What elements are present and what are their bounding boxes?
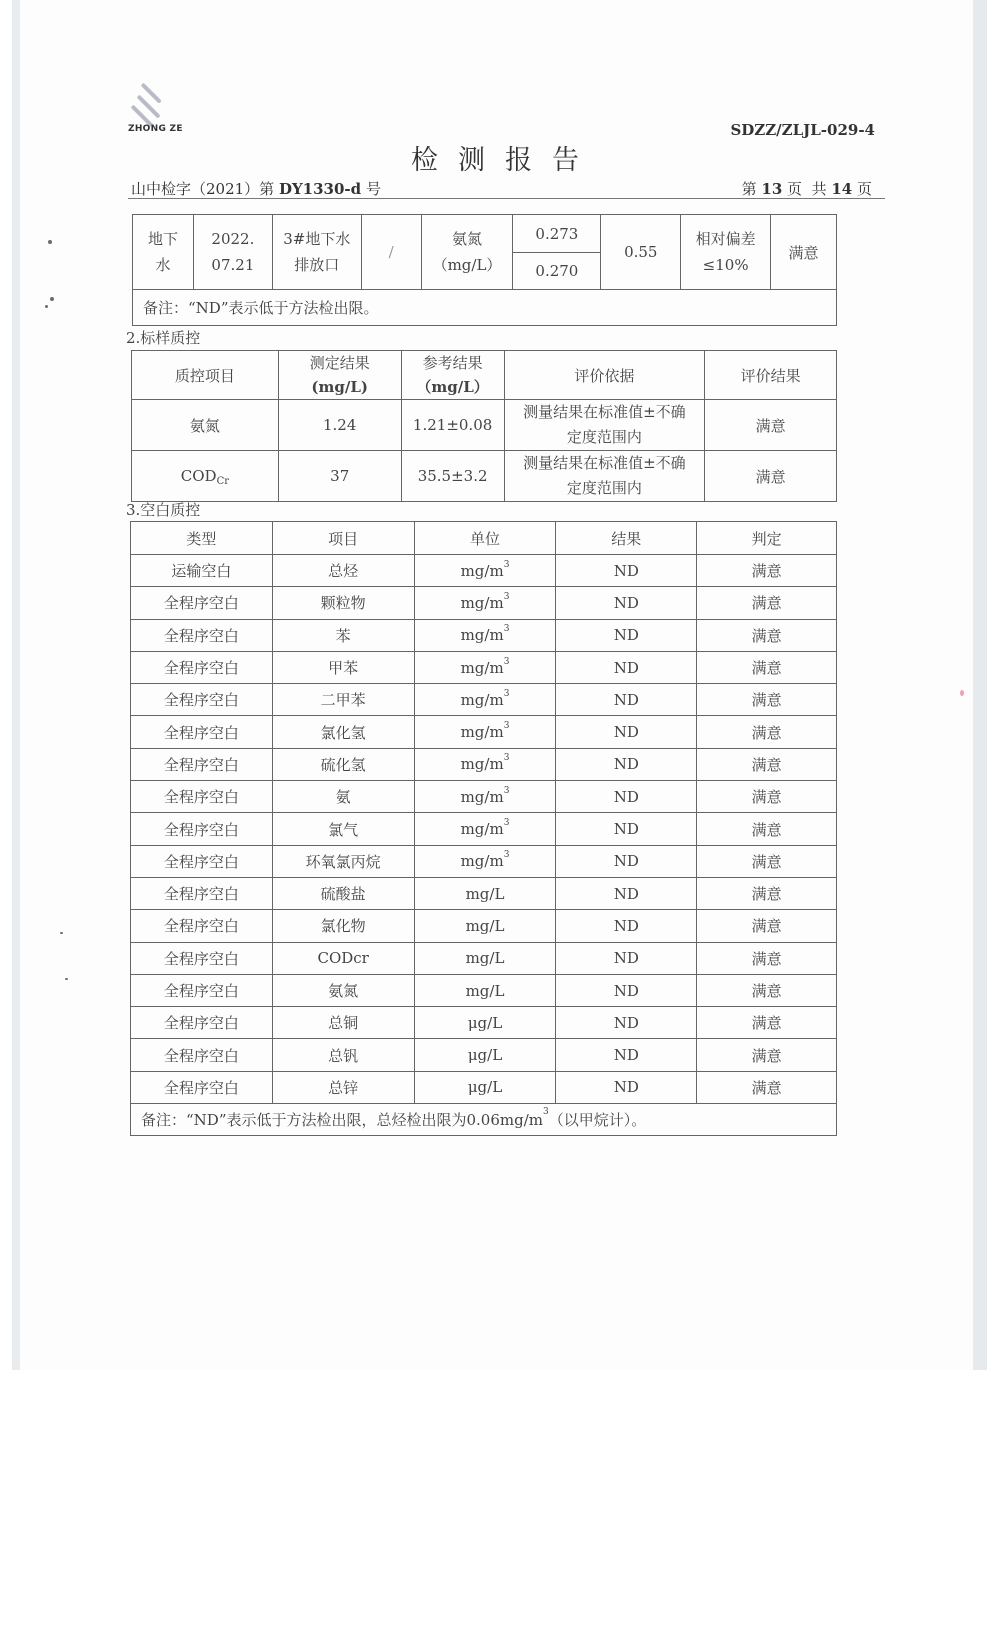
table-row [131,845,837,877]
judgement-cell: 满意 [697,684,837,716]
item-cell: 总钒 [272,1039,414,1071]
type-cell: 全程序空白 [131,910,273,942]
blank-cell: / [361,215,421,290]
scan-speck [48,240,52,244]
note-text: 备注：“ND”表示低于方法检出限，总烃检出限为0.06mg/m [141,1111,543,1130]
table-header-row [132,351,837,400]
item-label: 氨氮 [451,230,482,248]
note-cell: 备注：“ND”表示低于方法检出限。 [133,290,837,326]
evaluation-cell: 满意 [705,400,837,451]
relative-deviation-cell: 0.55 [601,215,681,290]
page-current: 13 [761,180,783,198]
type-cell: 全程序空白 [131,813,273,845]
note-cell [131,1104,837,1136]
judgement-cell: 满意 [697,619,837,651]
unit-cell [414,974,556,1006]
item-cell: 二甲苯 [272,684,414,716]
unit-cell [414,1071,556,1103]
item-cell: 氯化物 [272,910,414,942]
report-number-suffix: 号 [365,180,381,198]
value-2-cell: 0.270 [513,253,601,290]
unit-cell [414,781,556,813]
basis-line1: 测量结果在标准值±不确 [523,454,686,472]
header-reference-label: 参考结果 [422,354,483,372]
table-row [131,684,837,716]
item-cell: 氯化氢 [272,716,414,748]
criterion-line1: 相对偏差 [695,230,756,248]
standard-qc-table [131,350,837,502]
unit-text: mg/m [460,787,504,806]
type-cell: 全程序空白 [131,619,273,651]
result-cell: ND [556,587,697,619]
table-row [131,781,837,813]
item-cell [421,215,513,290]
result-cell: ND [556,845,697,877]
date-cell: 2022. 07.21 [193,215,272,290]
table-row [131,877,837,909]
table-row [131,942,837,974]
result-cell: ND [556,813,697,845]
reference-cell: 1.21±0.08 [401,400,504,451]
header-measured-unit: (mg/L) [311,378,368,396]
judgement-cell: 满意 [697,587,837,619]
unit-cell [414,587,556,619]
header-reference-unit: （mg/L） [416,378,489,396]
unit-text: mg/m [460,593,504,612]
note-text-tail: （以甲烷计）。 [548,1111,647,1130]
result-cell: ND [556,748,697,780]
unit-text: mg/m [460,561,504,580]
judgement-cell: 满意 [697,555,837,587]
item-cell: CODcr [272,942,414,974]
scan-speck [960,690,964,696]
unit-cell [414,942,556,974]
item-cell: 氯气 [272,813,414,845]
table-row [131,1007,837,1039]
table-row [131,587,837,619]
unit-text: mg/m [460,626,504,645]
note-superscript: 3 [543,1107,549,1118]
judgement-cell: 满意 [697,910,837,942]
section-label-blank-qc: 3.空白质控 [126,501,201,519]
note-row [131,1104,837,1136]
scan-speck [60,932,63,934]
table-row [131,748,837,780]
report-number-id: DY1330-d [278,180,362,198]
unit-text: μg/L [467,1078,503,1097]
type-cell: 全程序空白 [131,877,273,909]
parallel-sample-table [132,214,837,326]
table-row [133,215,837,253]
judgement-cell: 满意 [697,813,837,845]
page-title: 检测报告 [411,145,599,176]
report-number [131,178,381,199]
result-cell: ND [556,942,697,974]
header-measured-label: 测定结果 [309,354,370,372]
header-result: 结果 [556,522,697,555]
judgement-cell: 满意 [697,716,837,748]
unit-superscript: 3 [503,656,510,667]
result-cell: ND [556,781,697,813]
basis-line2: 定度范围内 [566,428,642,446]
type-cell: 全程序空白 [131,845,273,877]
judgement-cell: 满意 [697,942,837,974]
result-cell: ND [556,716,697,748]
table-row [132,451,837,502]
header-divider [128,198,885,199]
unit-text: mg/L [465,884,505,903]
result-cell: 满意 [771,215,837,290]
result-cell: ND [556,877,697,909]
unit-cell [414,845,556,877]
unit-superscript: 3 [503,785,510,796]
report-number-prefix: 山中检字（2021）第 [131,180,275,198]
table-row [132,400,837,451]
unit-cell [414,748,556,780]
unit-superscript: 3 [503,818,510,829]
unit-text: mg/m [460,690,504,709]
table-header-row [131,522,837,555]
type-cell: 全程序空白 [131,684,273,716]
measured-cell: 37 [278,451,401,502]
unit-superscript: 3 [503,753,510,764]
judgement-cell: 满意 [697,651,837,683]
header-measured [278,351,401,400]
unit-superscript: 3 [503,688,510,699]
type-cell: 全程序空白 [131,781,273,813]
type-cell: 全程序空白 [131,1007,273,1039]
table-row [131,1071,837,1103]
item-cell: 总铜 [272,1007,414,1039]
type-cell: 全程序空白 [131,587,273,619]
judgement-cell: 满意 [697,1007,837,1039]
item-unit: （mg/L） [432,256,502,274]
document-code: SDZZ/ZLJL-029-4 [730,121,875,139]
evaluation-cell: 满意 [705,451,837,502]
table-row [131,651,837,683]
unit-superscript: 3 [503,624,510,635]
header-item: 质控项目 [132,351,279,400]
unit-superscript: 3 [503,559,510,570]
measured-cell: 1.24 [278,400,401,451]
result-cell: ND [556,910,697,942]
unit-cell [414,877,556,909]
type-cell: 全程序空白 [131,1071,273,1103]
judgement-cell: 满意 [697,877,837,909]
result-cell: ND [556,684,697,716]
item-cell: 甲苯 [272,651,414,683]
unit-text: mg/m [460,658,504,677]
type-cell: 全程序空白 [131,716,273,748]
table-row [131,910,837,942]
unit-text: μg/L [467,1046,503,1065]
logo-text: ZHONG ZE [128,124,183,134]
type-cell: 全程序空白 [131,651,273,683]
judgement-cell: 满意 [697,974,837,1006]
unit-text: mg/L [465,949,505,968]
table-row [131,716,837,748]
section-label-standard-qc: 2.标样质控 [126,329,201,347]
unit-cell [414,651,556,683]
criterion-cell [681,215,771,290]
header-type: 类型 [131,522,273,555]
scan-speck [45,305,48,308]
unit-text: mg/m [460,852,504,871]
unit-cell [414,910,556,942]
unit-cell [414,1039,556,1071]
result-cell: ND [556,974,697,1006]
item-cell [132,451,279,502]
judgement-cell: 满意 [697,1039,837,1071]
item-cell: 总烃 [272,555,414,587]
table-row [131,813,837,845]
value-1-cell: 0.273 [513,215,601,253]
header-evaluation: 评价结果 [705,351,837,400]
unit-cell [414,716,556,748]
item-cell: 总锌 [272,1071,414,1103]
unit-cell [414,555,556,587]
reference-cell: 35.5±3.2 [401,451,504,502]
unit-cell [414,619,556,651]
unit-text: mg/L [465,981,505,1000]
item-cell: 氨 [272,781,414,813]
header-item: 项目 [272,522,414,555]
item-cell: 环氧氯丙烷 [272,845,414,877]
sample-type-cell: 地下 水 [133,215,194,290]
unit-cell [414,1007,556,1039]
basis-cell [504,400,705,451]
scan-speck [50,297,54,301]
result-cell: ND [556,1007,697,1039]
item-cell: 氨氮 [272,974,414,1006]
unit-text: mg/m [460,723,504,742]
note-row [133,290,837,326]
unit-superscript: 3 [503,850,510,861]
basis-line1: 测量结果在标准值±不确 [523,403,686,421]
header-unit: 单位 [414,522,556,555]
result-cell: ND [556,1071,697,1103]
result-cell: ND [556,555,697,587]
unit-text: mg/L [465,916,505,935]
unit-cell [414,684,556,716]
item-subscript: Cr [216,476,230,487]
blank-qc-table [130,521,837,1136]
table-row [131,619,837,651]
page-indicator: 第 13 页 共 14 页 [741,180,872,198]
type-cell: 全程序空白 [131,748,273,780]
scan-speck [65,978,68,980]
table-row [131,1039,837,1071]
basis-cell [504,451,705,502]
judgement-cell: 满意 [697,781,837,813]
judgement-cell: 满意 [697,845,837,877]
location-cell: 3#地下水 排放口 [272,215,361,290]
basis-line2: 定度范围内 [566,479,642,497]
page-total: 14 [831,180,853,198]
header-basis: 评价依据 [504,351,705,400]
header-reference [401,351,504,400]
table-row [131,974,837,1006]
result-cell: ND [556,1039,697,1071]
item-cell: 硫化氢 [272,748,414,780]
unit-cell [414,813,556,845]
unit-text: mg/m [460,755,504,774]
type-cell: 全程序空白 [131,1039,273,1071]
result-cell: ND [556,619,697,651]
unit-text: μg/L [467,1013,503,1032]
judgement-cell: 满意 [697,748,837,780]
item-cell: 硫酸盐 [272,877,414,909]
table-row [131,555,837,587]
judgement-cell: 满意 [697,1071,837,1103]
item-main: COD [180,467,217,485]
item-cell: 氨氮 [132,400,279,451]
item-cell: 苯 [272,619,414,651]
type-cell: 运输空白 [131,555,273,587]
unit-text: mg/m [460,820,504,839]
type-cell: 全程序空白 [131,974,273,1006]
header-judgement: 判定 [697,522,837,555]
unit-superscript: 3 [503,591,510,602]
criterion-line2: ≤10% [702,256,749,274]
item-cell: 颗粒物 [272,587,414,619]
unit-superscript: 3 [503,721,510,732]
result-cell: ND [556,651,697,683]
type-cell: 全程序空白 [131,942,273,974]
